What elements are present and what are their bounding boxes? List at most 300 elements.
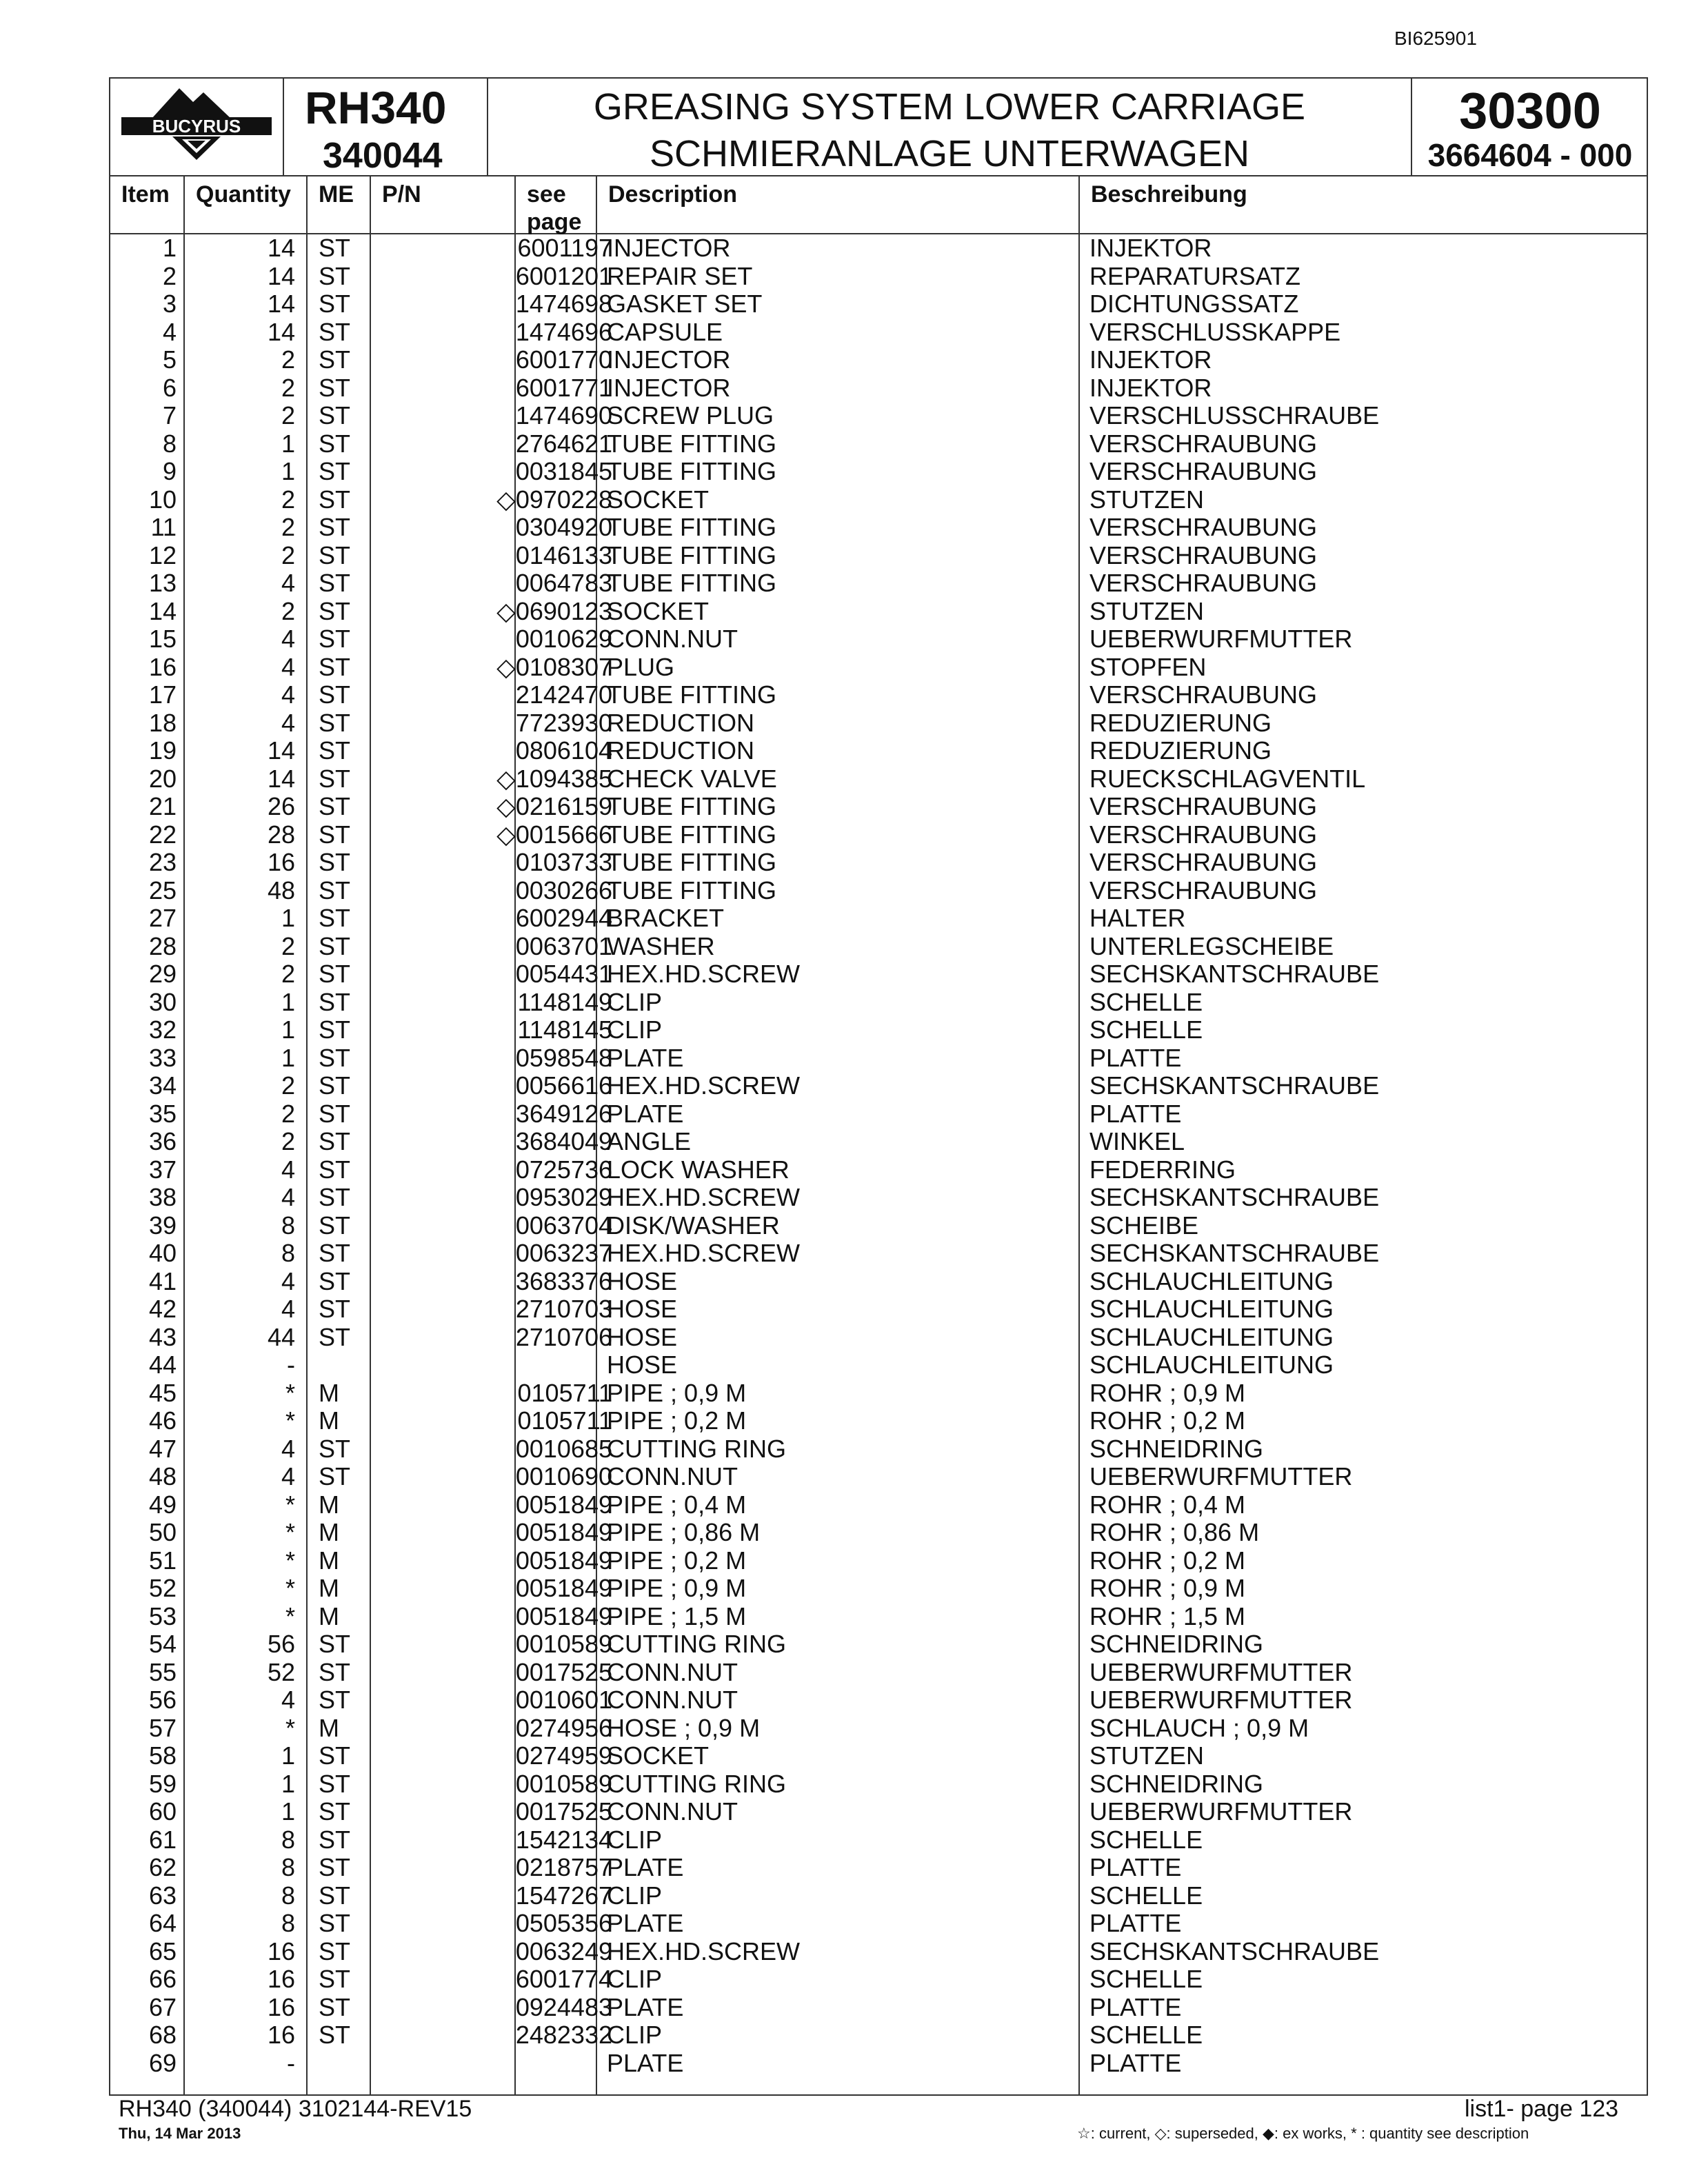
item-number: 40 (148, 1239, 177, 1267)
beschreibung: ROHR ; 0,4 M (1089, 1490, 1246, 1519)
description: CUTTING RING (607, 1769, 786, 1798)
part-number: 2710706 (515, 1322, 612, 1351)
table-row (110, 1686, 1647, 1715)
unit: ST (319, 1909, 351, 1937)
quantity: 14 (267, 261, 295, 290)
item-number: 63 (148, 1881, 177, 1910)
unit: ST (319, 1686, 351, 1714)
description: TUBE FITTING (607, 848, 776, 876)
beschreibung: ROHR ; 0,9 M (1089, 1574, 1246, 1602)
item-number: 57 (148, 1713, 177, 1742)
unit: ST (319, 373, 351, 402)
item-number: 51 (148, 1546, 177, 1575)
table-row (110, 318, 1647, 347)
beschreibung: SCHELLE (1089, 2021, 1203, 2049)
column-me: ME (319, 181, 354, 208)
part-number: 0105711 (517, 1378, 612, 1407)
description: INJECTOR (607, 345, 731, 374)
unit: ST (319, 1462, 351, 1490)
beschreibung: VERSCHRAUBUNG (1089, 848, 1318, 876)
item-number: 17 (148, 680, 177, 709)
title-block (487, 79, 1411, 175)
quantity: 14 (267, 736, 295, 765)
beschreibung: SCHLAUCHLEITUNG (1089, 1322, 1334, 1351)
unit: ST (319, 2021, 351, 2049)
item-number: 27 (148, 904, 177, 932)
beschreibung: VERSCHLUSSCHRAUBE (1089, 401, 1380, 429)
beschreibung: PLATTE (1089, 1099, 1182, 1128)
item-number: 25 (148, 876, 177, 904)
beschreibung: VERSCHRAUBUNG (1089, 820, 1318, 849)
description: SOCKET (607, 1741, 710, 1770)
part-number: 6001201 (515, 261, 612, 290)
table-row (110, 2050, 1647, 2078)
item-number: 19 (148, 736, 177, 765)
quantity: 4 (281, 1183, 295, 1211)
item-number: 44 (148, 1351, 177, 1379)
beschreibung: VERSCHRAUBUNG (1089, 680, 1318, 709)
item-number: 18 (148, 708, 177, 737)
unit: ST (319, 931, 351, 960)
table-row (110, 346, 1647, 374)
unit: ST (319, 1015, 351, 1044)
table-row (110, 430, 1647, 458)
unit: ST (319, 485, 351, 514)
part-number: 1474698 (515, 290, 612, 318)
title-english: GREASING SYSTEM LOWER CARRIAGE (593, 86, 1306, 128)
beschreibung: SCHLAUCHLEITUNG (1089, 1295, 1334, 1323)
part-number: 0725736 (515, 1155, 612, 1184)
table-row (110, 1742, 1647, 1770)
quantity: 2 (281, 1099, 295, 1128)
column-see-page: see page (527, 181, 582, 235)
quantity: 2 (281, 540, 295, 569)
beschreibung: SCHLAUCH ; 0,9 M (1089, 1713, 1309, 1742)
description: HEX.HD.SCREW (607, 1071, 801, 1100)
quantity: 8 (281, 1909, 295, 1937)
description: TUBE FITTING (607, 569, 776, 597)
description: REDUCTION (607, 736, 754, 765)
beschreibung: ROHR ; 0,9 M (1089, 1378, 1246, 1407)
unit: ST (319, 1434, 351, 1463)
unit: M (319, 1713, 339, 1742)
quantity: 1 (281, 429, 295, 458)
unit: ST (319, 1211, 351, 1240)
description: HEX.HD.SCREW (607, 960, 801, 988)
unit: ST (319, 290, 351, 318)
unit: ST (319, 652, 351, 681)
table-row (110, 1938, 1647, 1966)
description: CONN.NUT (607, 1462, 738, 1490)
item-number: 4 (162, 317, 177, 346)
serial-number: 340044 (323, 136, 443, 176)
beschreibung: STOPFEN (1089, 652, 1207, 681)
part-number: 0598548 (515, 1043, 612, 1072)
beschreibung: PLATTE (1089, 1909, 1182, 1937)
part-number: 6001770 (515, 345, 612, 374)
unit: M (319, 1490, 339, 1519)
part-number: 0051849 (515, 1601, 612, 1630)
unit: ST (319, 1853, 351, 1881)
quantity: 4 (281, 1462, 295, 1490)
unit: M (319, 1406, 339, 1435)
table-row (110, 1435, 1647, 1464)
beschreibung: SECHSKANTSCHRAUBE (1089, 1183, 1380, 1211)
description: CUTTING RING (607, 1630, 786, 1658)
table-row (110, 2021, 1647, 2050)
table-row (110, 569, 1647, 598)
beschreibung: WINKEL (1089, 1127, 1185, 1155)
quantity: 16 (267, 848, 295, 876)
table-row (110, 654, 1647, 682)
quantity: 4 (281, 1295, 295, 1323)
table-row (110, 1826, 1647, 1854)
item-number: 65 (148, 1937, 177, 1965)
beschreibung: DICHTUNGSSATZ (1089, 290, 1299, 318)
description: ANGLE (607, 1127, 692, 1155)
unit: ST (319, 1937, 351, 1965)
quantity: * (285, 1518, 295, 1546)
beschreibung: SCHELLE (1089, 987, 1203, 1016)
part-number: 0953029 (515, 1183, 612, 1211)
item-number: 15 (148, 625, 177, 653)
beschreibung: PLATTE (1089, 1043, 1182, 1072)
beschreibung: INJEKTOR (1089, 373, 1212, 402)
quantity: 16 (267, 2021, 295, 2049)
table-row (110, 374, 1647, 403)
header-block (110, 79, 1647, 176)
table-row (110, 821, 1647, 849)
table-row (110, 1630, 1647, 1659)
unit: M (319, 1574, 339, 1602)
quantity: 2 (281, 1071, 295, 1100)
description: TUBE FITTING (607, 820, 776, 849)
footer-legend: ☆: current, ◇: superseded, ◆: ex works, * : quantity see description (1077, 2125, 1529, 2142)
column-pn: P/N (382, 181, 421, 208)
beschreibung: SECHSKANTSCHRAUBE (1089, 1239, 1380, 1267)
description: PLATE (607, 1853, 684, 1881)
unit: ST (319, 1239, 351, 1267)
part-number: 1148145 (517, 1015, 612, 1044)
item-number: 47 (148, 1434, 177, 1463)
part-number: 0031845 (515, 457, 612, 485)
item-number: 33 (148, 1043, 177, 1072)
item-number: 34 (148, 1071, 177, 1100)
unit: ST (319, 401, 351, 429)
description: REPAIR SET (607, 261, 753, 290)
table-row (110, 625, 1647, 654)
part-number: 0274959 (515, 1741, 612, 1770)
description: DISK/WASHER (607, 1211, 780, 1240)
beschreibung: STUTZEN (1089, 1741, 1204, 1770)
quantity: 1 (281, 1015, 295, 1044)
item-number: 45 (148, 1378, 177, 1407)
column-item: Item (121, 181, 170, 208)
part-number: 0103733 (515, 848, 612, 876)
beschreibung: VERSCHRAUBUNG (1089, 569, 1318, 597)
part-number: 1474690 (515, 401, 612, 429)
table-row (110, 1184, 1647, 1212)
beschreibung: SCHELLE (1089, 1825, 1203, 1854)
description: TUBE FITTING (607, 429, 776, 458)
item-number: 56 (148, 1686, 177, 1714)
table-row (110, 709, 1647, 738)
unit: ST (319, 513, 351, 541)
description: TUBE FITTING (607, 513, 776, 541)
part-number: 0304920 (515, 513, 612, 541)
part-number: ◇0216159 (496, 792, 612, 820)
part-number: 0806104 (515, 736, 612, 765)
description: INJECTOR (607, 234, 731, 262)
beschreibung: REPARATURSATZ (1089, 261, 1301, 290)
item-number: 8 (162, 429, 177, 458)
part-number: 1148149 (517, 987, 612, 1016)
beschreibung: STUTZEN (1089, 485, 1204, 514)
part-number: 0063704 (515, 1211, 612, 1240)
unit: ST (319, 1825, 351, 1854)
item-number: 12 (148, 540, 177, 569)
item-number: 48 (148, 1462, 177, 1490)
item-number: 55 (148, 1657, 177, 1686)
beschreibung: UEBERWURFMUTTER (1089, 625, 1353, 653)
table-row (110, 1240, 1647, 1268)
quantity: 4 (281, 1686, 295, 1714)
beschreibung: ROHR ; 0,86 M (1089, 1518, 1260, 1546)
table-row (110, 1212, 1647, 1240)
beschreibung: SCHEIBE (1089, 1211, 1199, 1240)
table-row (110, 1295, 1647, 1324)
quantity: 1 (281, 457, 295, 485)
part-number: 0064783 (515, 569, 612, 597)
table-row (110, 904, 1647, 933)
beschreibung: VERSCHLUSSKAPPE (1089, 317, 1341, 346)
table-row (110, 1994, 1647, 2022)
description: PIPE ; 0,2 M (607, 1406, 747, 1435)
unit: ST (319, 596, 351, 625)
quantity: 4 (281, 680, 295, 709)
quantity: 28 (267, 820, 295, 849)
quantity: 26 (267, 792, 295, 820)
unit: ST (319, 1183, 351, 1211)
quantity: 8 (281, 1211, 295, 1240)
quantity: 4 (281, 1155, 295, 1184)
beschreibung: SCHLAUCHLEITUNG (1089, 1351, 1334, 1379)
beschreibung: SCHNEIDRING (1089, 1434, 1264, 1463)
part-number: 6002944 (515, 904, 612, 932)
part-number: 2482332 (515, 2021, 612, 2049)
part-number: 0010601 (515, 1686, 612, 1714)
quantity: 2 (281, 485, 295, 514)
table-row (110, 793, 1647, 821)
table-row (110, 458, 1647, 486)
description: HEX.HD.SCREW (607, 1239, 801, 1267)
part-number: 0051849 (515, 1490, 612, 1519)
part-number: 0051849 (515, 1518, 612, 1546)
beschreibung: SCHNEIDRING (1089, 1769, 1264, 1798)
description: PLATE (607, 1043, 684, 1072)
part-number: 0030266 (515, 876, 612, 904)
description: CONN.NUT (607, 1657, 738, 1686)
beschreibung: VERSCHRAUBUNG (1089, 876, 1318, 904)
description: CHECK VALVE (607, 764, 777, 793)
quantity: 4 (281, 1266, 295, 1295)
description: CLIP (607, 1881, 663, 1910)
unit: ST (319, 1322, 351, 1351)
description: SOCKET (607, 596, 710, 625)
unit: ST (319, 261, 351, 290)
description: INJECTOR (607, 373, 731, 402)
part-number: 0056616 (515, 1071, 612, 1100)
table-row (110, 1072, 1647, 1100)
quantity: 4 (281, 1434, 295, 1463)
beschreibung: SECHSKANTSCHRAUBE (1089, 1937, 1380, 1965)
item-number: 5 (162, 345, 177, 374)
item-number: 28 (148, 931, 177, 960)
part-number: 0010589 (515, 1769, 612, 1798)
item-number: 20 (148, 764, 177, 793)
quantity: 16 (267, 1992, 295, 2021)
quantity: 8 (281, 1853, 295, 1881)
brand-logo (110, 79, 283, 175)
quantity: 8 (281, 1881, 295, 1910)
part-number: 0146133 (515, 540, 612, 569)
unit: ST (319, 345, 351, 374)
group-block (1411, 79, 1648, 175)
item-number: 3 (162, 290, 177, 318)
table-row (110, 1882, 1647, 1910)
quantity: 14 (267, 317, 295, 346)
table-row (110, 1463, 1647, 1491)
description: TUBE FITTING (607, 876, 776, 904)
part-number: 0010690 (515, 1462, 612, 1490)
beschreibung: REDUZIERUNG (1089, 708, 1272, 737)
table-row (110, 1547, 1647, 1575)
description: PIPE ; 0,86 M (607, 1518, 761, 1546)
beschreibung: VERSCHRAUBUNG (1089, 513, 1318, 541)
table-row (110, 1770, 1647, 1799)
table-row (110, 681, 1647, 709)
unit: ST (319, 1071, 351, 1100)
item-number: 1 (162, 234, 177, 262)
quantity: 16 (267, 1965, 295, 1993)
item-number: 61 (148, 1825, 177, 1854)
quantity: 4 (281, 625, 295, 653)
table-row (110, 1854, 1647, 1882)
part-number: 1547267 (515, 1881, 612, 1910)
table-row (110, 1156, 1647, 1184)
description: LOCK WASHER (607, 1155, 790, 1184)
quantity: 14 (267, 290, 295, 318)
description: CLIP (607, 1825, 663, 1854)
model-name: RH340 (305, 82, 447, 133)
quantity: 14 (267, 234, 295, 262)
table-row (110, 1100, 1647, 1129)
item-number: 37 (148, 1155, 177, 1184)
table-row (110, 1324, 1647, 1352)
item-number: 30 (148, 987, 177, 1016)
description: TUBE FITTING (607, 680, 776, 709)
quantity: 4 (281, 569, 295, 597)
quantity: * (285, 1546, 295, 1575)
unit: ST (319, 1881, 351, 1910)
description: TUBE FITTING (607, 792, 776, 820)
column-headers (110, 176, 1647, 234)
part-number: 0274956 (515, 1713, 612, 1742)
description: TUBE FITTING (607, 540, 776, 569)
part-number: 0218757 (515, 1853, 612, 1881)
quantity: 2 (281, 960, 295, 988)
part-number: 0010685 (515, 1434, 612, 1463)
part-number: ◇1094385 (496, 764, 612, 793)
table-row (110, 1491, 1647, 1519)
table-row (110, 234, 1647, 263)
description: WASHER (607, 931, 715, 960)
beschreibung: STUTZEN (1089, 596, 1204, 625)
item-number: 68 (148, 2021, 177, 2049)
item-number: 13 (148, 569, 177, 597)
unit: ST (319, 1965, 351, 1993)
table-row (110, 1715, 1647, 1743)
description: CLIP (607, 1015, 663, 1044)
brand-logo-text: BUCYRUS (152, 116, 241, 136)
table-row (110, 1965, 1647, 1994)
table-row (110, 1798, 1647, 1826)
unit: ST (319, 708, 351, 737)
item-number: 58 (148, 1741, 177, 1770)
unit: ST (319, 987, 351, 1016)
item-number: 32 (148, 1015, 177, 1044)
item-number: 23 (148, 848, 177, 876)
item-number: 35 (148, 1099, 177, 1128)
beschreibung: VERSCHRAUBUNG (1089, 457, 1318, 485)
description: PIPE ; 0,2 M (607, 1546, 747, 1575)
unit: M (319, 1518, 339, 1546)
description: CONN.NUT (607, 1686, 738, 1714)
item-number: 52 (148, 1574, 177, 1602)
quantity: * (285, 1490, 295, 1519)
quantity: - (287, 2048, 295, 2077)
quantity: 52 (267, 1657, 295, 1686)
part-number: ◇0970228 (496, 485, 612, 514)
unit: ST (319, 1295, 351, 1323)
document-id: BI625901 (1394, 28, 1477, 49)
table-row (110, 1268, 1647, 1296)
beschreibung: UEBERWURFMUTTER (1089, 1462, 1353, 1490)
group-subnumber: 3664604 - 000 (1427, 137, 1633, 173)
item-number: 21 (148, 792, 177, 820)
unit: ST (319, 1099, 351, 1128)
description: PLATE (607, 1992, 684, 2021)
description: REDUCTION (607, 708, 754, 737)
beschreibung: SCHNEIDRING (1089, 1630, 1264, 1658)
item-number: 59 (148, 1769, 177, 1798)
unit: ST (319, 1043, 351, 1072)
unit: ST (319, 960, 351, 988)
unit: ST (319, 429, 351, 458)
item-number: 29 (148, 960, 177, 988)
description: CLIP (607, 987, 663, 1016)
description: SOCKET (607, 485, 710, 514)
item-number: 62 (148, 1853, 177, 1881)
part-number: 0063237 (515, 1239, 612, 1267)
beschreibung: PLATTE (1089, 1992, 1182, 2021)
beschreibung: ROHR ; 1,5 M (1089, 1601, 1246, 1630)
description: CAPSULE (607, 317, 723, 346)
table-row (110, 1910, 1647, 1938)
quantity: 2 (281, 345, 295, 374)
unit: ST (319, 1266, 351, 1295)
beschreibung: REDUZIERUNG (1089, 736, 1272, 765)
